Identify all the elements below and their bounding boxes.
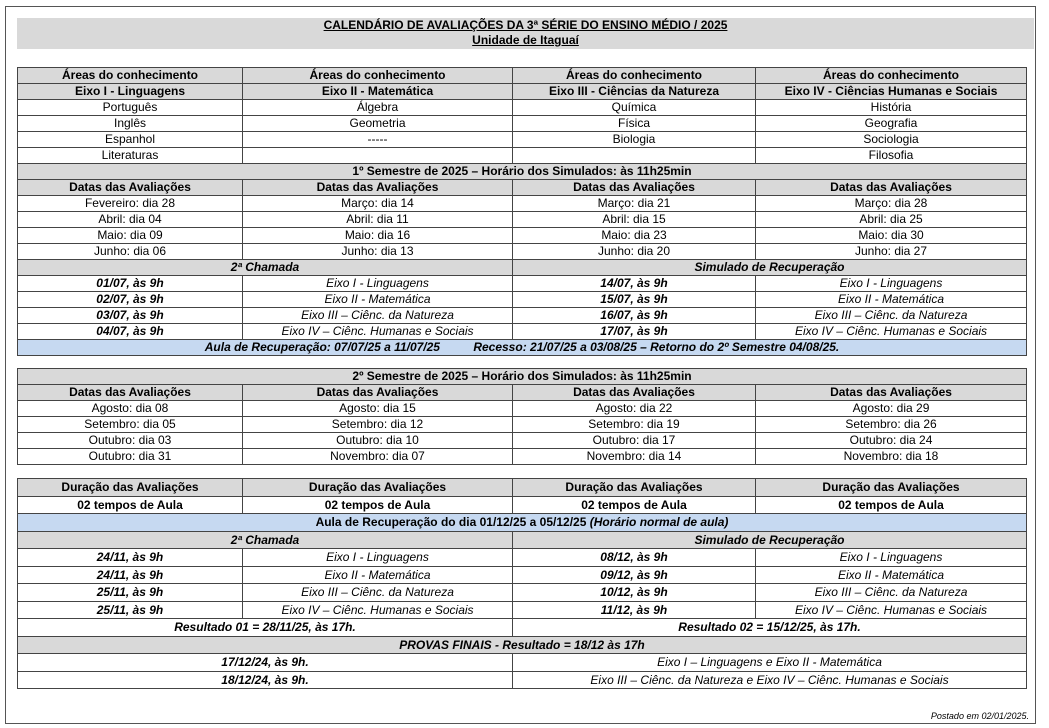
recuperacao-eixo: Eixo III – Ciênc. da Natureza [756, 584, 1027, 602]
semester-2-title: 2º Semestre de 2025 – Horário dos Simulados: às 11h25min [18, 369, 1027, 385]
recuperacao-banner: Aula de Recuperação: 07/07/25 a 11/07/25 Recesso: 21/07/25 a 03/08/25 – Retorno do 2º Semestre 04/08/25. [18, 340, 1027, 356]
subject-cell: Português [18, 100, 243, 116]
date-row [18, 212, 1027, 228]
chamada-row [18, 276, 1027, 292]
dates-label: Datas das Avaliações [243, 385, 513, 401]
date-cell: Agosto: dia 22 [513, 401, 756, 417]
duracao-header-row [18, 479, 1027, 497]
subject-cell: Química [513, 100, 756, 116]
date-row [18, 433, 1027, 449]
chamada-row [18, 601, 1027, 619]
dates-label: Datas das Avaliações [18, 385, 243, 401]
date-row [18, 244, 1027, 260]
dates-label: Datas das Avaliações [243, 180, 513, 196]
chamada-row [18, 324, 1027, 340]
chamada-row [18, 308, 1027, 324]
date-cell: Novembro: dia 14 [513, 449, 756, 465]
eixos-row [18, 84, 1027, 100]
dates-label: Datas das Avaliações [756, 180, 1027, 196]
resultado-1: Resultado 01 = 28/11/25, às 17h. [18, 619, 513, 637]
eixo-2: Eixo II - Matemática [243, 84, 513, 100]
date-cell: Novembro: dia 18 [756, 449, 1027, 465]
chamada-date: 24/11, às 9h [18, 549, 243, 567]
subject-cell: Álgebra [243, 100, 513, 116]
title-box [17, 18, 1034, 49]
chamada-date: 01/07, às 9h [18, 276, 243, 292]
subject-cell: Sociologia [756, 132, 1027, 148]
date-cell: Outubro: dia 10 [243, 433, 513, 449]
provas-finais-title: PROVAS FINAIS - Resultado = 18/12 às 17h [18, 636, 1027, 654]
duracao-label: Duração das Avaliações [756, 479, 1027, 497]
date-cell: Março: dia 14 [243, 196, 513, 212]
recuperacao-date: 08/12, às 9h [513, 549, 756, 567]
date-cell: Outubro: dia 03 [18, 433, 243, 449]
duracao-label: Duração das Avaliações [243, 479, 513, 497]
recuperacao-date: 10/12, às 9h [513, 584, 756, 602]
date-row [18, 449, 1027, 465]
date-cell: Setembro: dia 19 [513, 417, 756, 433]
recuperacao-eixo: Eixo II - Matemática [756, 566, 1027, 584]
semester-1-title: 1º Semestre de 2025 – Horário dos Simulados: às 11h25min [18, 164, 1027, 180]
eixo-4: Eixo IV - Ciências Humanas e Sociais [756, 84, 1027, 100]
subject-cell: Geometria [243, 116, 513, 132]
duracao-value: 02 tempos de Aula [243, 496, 513, 514]
recuperacao-date: 15/07, às 9h [513, 292, 756, 308]
areas-label: Áreas do conhecimento [513, 68, 756, 84]
chamada-eixo: Eixo II - Matemática [243, 566, 513, 584]
date-cell: Março: dia 28 [756, 196, 1027, 212]
date-row [18, 401, 1027, 417]
chamada-eixo: Eixo II - Matemática [243, 292, 513, 308]
chamada-eixo: Eixo III – Ciênc. da Natureza [243, 308, 513, 324]
recuperacao-banner-row [18, 514, 1027, 532]
recuperacao-eixo: Eixo II - Matemática [756, 292, 1027, 308]
duracao-value-row [18, 496, 1027, 514]
recuperacao-date: 11/12, às 9h [513, 601, 756, 619]
chamada-eixo: Eixo IV – Ciênc. Humanas e Sociais [243, 324, 513, 340]
subject-cell [243, 148, 513, 164]
date-cell: Agosto: dia 08 [18, 401, 243, 417]
subject-cell: Inglês [18, 116, 243, 132]
date-cell: Maio: dia 23 [513, 228, 756, 244]
areas-header-row [18, 68, 1027, 84]
chamada-eixo: Eixo I - Linguagens [243, 276, 513, 292]
chamada-row [18, 292, 1027, 308]
date-cell: Maio: dia 30 [756, 228, 1027, 244]
recuperacao-eixo: Eixo I - Linguagens [756, 549, 1027, 567]
date-cell: Outubro: dia 24 [756, 433, 1027, 449]
dates-label: Datas das Avaliações [513, 180, 756, 196]
chamada-date: 04/07, às 9h [18, 324, 243, 340]
recuperacao-date: 16/07, às 9h [513, 308, 756, 324]
chamada-eixo: Eixo III – Ciênc. da Natureza [243, 584, 513, 602]
subject-cell: Biologia [513, 132, 756, 148]
first-semester-table [17, 67, 1027, 356]
subject-row [18, 132, 1027, 148]
dates-label: Datas das Avaliações [756, 385, 1027, 401]
date-cell: Abril: dia 25 [756, 212, 1027, 228]
chamada-date: 03/07, às 9h [18, 308, 243, 324]
provas-finais-row [18, 636, 1027, 654]
final-exam-date: 17/12/24, às 9h. [18, 654, 513, 672]
chamada-header-row [18, 531, 1027, 549]
chamada-label: 2ª Chamada [18, 531, 513, 549]
final-exam-row [18, 671, 1027, 689]
duracao-label: Duração das Avaliações [18, 479, 243, 497]
date-cell: Junho: dia 13 [243, 244, 513, 260]
date-row [18, 196, 1027, 212]
date-cell: Abril: dia 15 [513, 212, 756, 228]
date-cell: Maio: dia 09 [18, 228, 243, 244]
page-title: CALENDÁRIO DE AVALIAÇÕES DA 3ª SÉRIE DO ENSINO MÉDIO / 2025 [323, 18, 728, 32]
chamada-date: 24/11, às 9h [18, 566, 243, 584]
posted-date: Postado em 02/01/2025. [930, 711, 1029, 721]
recuperacao-banner-row [18, 340, 1027, 356]
duracao-value: 02 tempos de Aula [756, 496, 1027, 514]
final-exam-eixos: Eixo I – Linguagens e Eixo II - Matemática [513, 654, 1027, 672]
recuperacao-banner [18, 514, 1027, 532]
subject-row [18, 148, 1027, 164]
areas-label: Áreas do conhecimento [756, 68, 1027, 84]
date-cell: Setembro: dia 05 [18, 417, 243, 433]
chamada-eixo: Eixo IV – Ciênc. Humanas e Sociais [243, 601, 513, 619]
banner-prefix: Aula de Recuperação do dia 01/12/25 a 05/12/25 [315, 515, 590, 529]
chamada-label: 2ª Chamada [18, 260, 513, 276]
date-cell: Fevereiro: dia 28 [18, 196, 243, 212]
date-cell: Abril: dia 11 [243, 212, 513, 228]
subject-row [18, 100, 1027, 116]
final-exam-date: 18/12/24, às 9h. [18, 671, 513, 689]
banner-suffix: (Horário normal de aula) [589, 515, 729, 529]
date-cell: Setembro: dia 26 [756, 417, 1027, 433]
duracao-value: 02 tempos de Aula [513, 496, 756, 514]
chamada-date: 25/11, às 9h [18, 601, 243, 619]
chamada-row [18, 549, 1027, 567]
areas-label: Áreas do conhecimento [243, 68, 513, 84]
semester-title-row [18, 369, 1027, 385]
duracao-label: Duração das Avaliações [513, 479, 756, 497]
eixo-1: Eixo I - Linguagens [18, 84, 243, 100]
recuperacao-eixo: Eixo III – Ciênc. da Natureza [756, 308, 1027, 324]
recuperacao-date: 17/07, às 9h [513, 324, 756, 340]
recuperacao-eixo: Eixo I - Linguagens [756, 276, 1027, 292]
subject-cell: ----- [243, 132, 513, 148]
chamada-row [18, 566, 1027, 584]
page-subtitle: Unidade de Itaguaí [472, 33, 579, 47]
semester-title-row [18, 164, 1027, 180]
subject-cell: Geografia [756, 116, 1027, 132]
final-exam-row [18, 654, 1027, 672]
date-cell: Outubro: dia 31 [18, 449, 243, 465]
date-cell: Setembro: dia 12 [243, 417, 513, 433]
date-cell: Agosto: dia 15 [243, 401, 513, 417]
chamada-date: 02/07, às 9h [18, 292, 243, 308]
date-cell: Junho: dia 06 [18, 244, 243, 260]
recuperacao-eixo: Eixo IV – Ciênc. Humanas e Sociais [756, 324, 1027, 340]
recuperacao-date: 14/07, às 9h [513, 276, 756, 292]
date-cell: Maio: dia 16 [243, 228, 513, 244]
dates-header-row [18, 180, 1027, 196]
dates-header-row [18, 385, 1027, 401]
subject-cell: Física [513, 116, 756, 132]
date-cell: Novembro: dia 07 [243, 449, 513, 465]
final-exam-eixos: Eixo III – Ciênc. da Natureza e Eixo IV – Ciênc. Humanas e Sociais [513, 671, 1027, 689]
resultado-2: Resultado 02 = 15/12/25, às 17h. [513, 619, 1027, 637]
date-cell: Março: dia 21 [513, 196, 756, 212]
dates-label: Datas das Avaliações [18, 180, 243, 196]
duracao-table [17, 478, 1027, 689]
date-row [18, 228, 1027, 244]
duracao-value: 02 tempos de Aula [18, 496, 243, 514]
second-semester-table [17, 368, 1027, 465]
subject-cell: Filosofia [756, 148, 1027, 164]
subject-cell: Espanhol [18, 132, 243, 148]
eixo-3: Eixo III - Ciências da Natureza [513, 84, 756, 100]
chamada-header-row [18, 260, 1027, 276]
subject-row [18, 116, 1027, 132]
subject-cell: História [756, 100, 1027, 116]
date-cell: Agosto: dia 29 [756, 401, 1027, 417]
chamada-eixo: Eixo I - Linguagens [243, 549, 513, 567]
recuperacao-eixo: Eixo IV – Ciênc. Humanas e Sociais [756, 601, 1027, 619]
subject-cell [513, 148, 756, 164]
subject-cell: Literaturas [18, 148, 243, 164]
date-cell: Outubro: dia 17 [513, 433, 756, 449]
resultado-row [18, 619, 1027, 637]
chamada-row [18, 584, 1027, 602]
dates-label: Datas das Avaliações [513, 385, 756, 401]
recuperacao-date: 09/12, às 9h [513, 566, 756, 584]
chamada-date: 25/11, às 9h [18, 584, 243, 602]
date-cell: Junho: dia 27 [756, 244, 1027, 260]
recuperacao-label: Simulado de Recuperação [513, 260, 1027, 276]
date-cell: Junho: dia 20 [513, 244, 756, 260]
areas-label: Áreas do conhecimento [18, 68, 243, 84]
recuperacao-label: Simulado de Recuperação [513, 531, 1027, 549]
date-cell: Abril: dia 04 [18, 212, 243, 228]
date-row [18, 417, 1027, 433]
